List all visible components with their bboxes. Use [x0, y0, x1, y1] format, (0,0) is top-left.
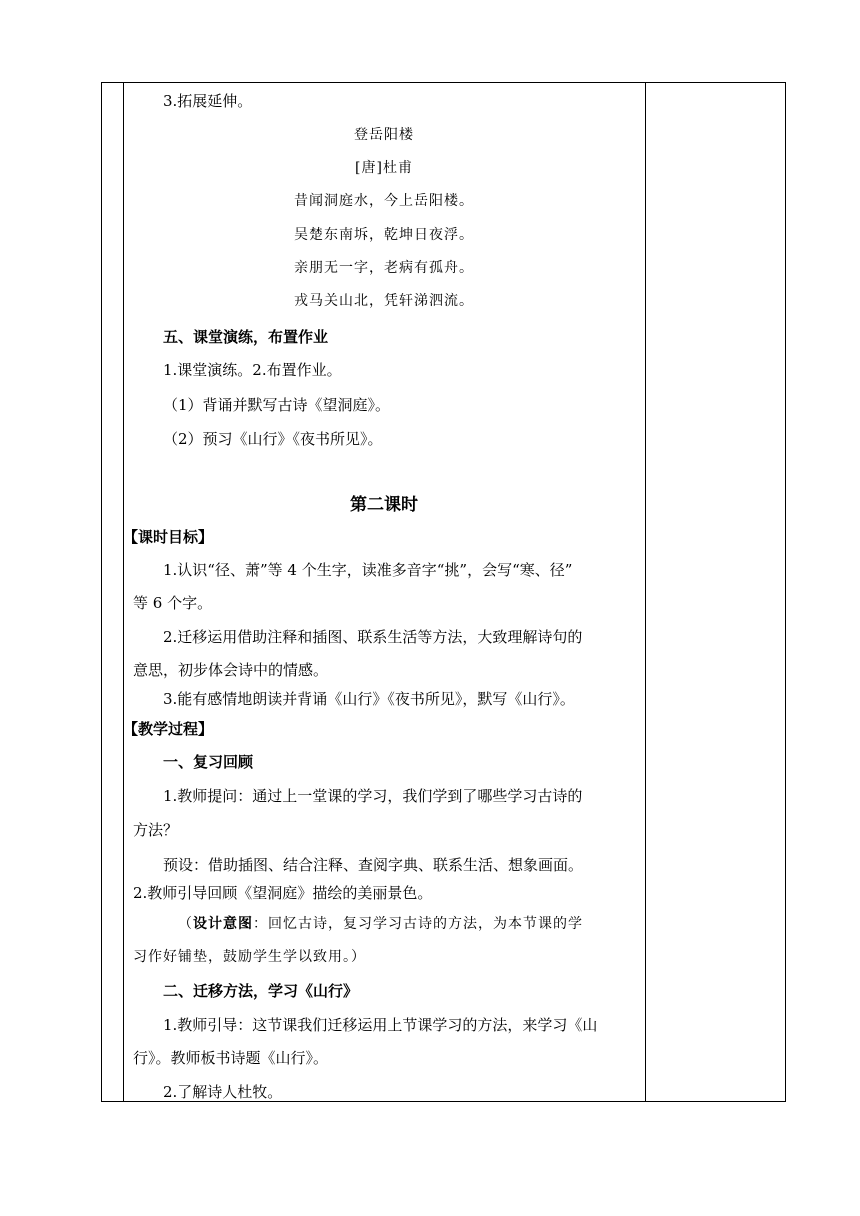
design-intent-paren: （: [178, 916, 193, 932]
design-intent-label: 设计意图: [193, 916, 253, 932]
goal-1-line-1: 1.认识“径、萧”等 4 个生字，读准多音字“挑”，会写“寒、径”: [163, 561, 573, 579]
poem-line: 吴楚东南坼，乾坤日夜浮。: [294, 227, 474, 243]
poem-line: 昔闻洞庭水，今上岳阳楼。: [294, 193, 474, 209]
review-heading: 一、复习回顾: [163, 753, 254, 771]
preset-text: 预设：借助插图、结合注释、查阅字典、联系生活、想象画面。: [163, 856, 584, 874]
process-heading: 【教学过程】: [123, 720, 214, 738]
poem-line: 亲朋无一字，老病有孤舟。: [294, 260, 474, 276]
review-1-line-1: 1.教师提问：通过上一堂课的学习，我们学到了哪些学习古诗的: [163, 787, 583, 805]
goal-2-line-1: 2.迁移运用借助注释和插图、联系生活等方法，大致理解诗句的: [163, 628, 583, 646]
goal-1-line-2: 等 6 个字。: [133, 594, 213, 612]
practice-text: 1.课堂演练。2.布置作业。: [163, 361, 342, 379]
poem-line: 戎马关山北，凭轩涕泗流。: [294, 293, 474, 309]
transfer-heading: 二、迁移方法，学习《山行》: [163, 982, 359, 1000]
goals-heading: 【课时目标】: [123, 528, 214, 546]
design-intent-line-1: [178, 914, 583, 934]
transfer-1-line-1: 1.教师引导：这节课我们迁移运用上节课学习的方法，来学习《山: [163, 1016, 598, 1034]
poem-title: 登岳阳楼: [354, 127, 414, 143]
goal-3: 3.能有感情地朗读并背诵《山行》《夜书所见》，默写《山行》。: [163, 690, 575, 708]
homework-item: （2）预习《山行》《夜书所见》。: [163, 430, 383, 448]
goal-2-line-2: 意思，初步体会诗中的情感。: [133, 661, 329, 679]
section-heading-5: 五、课堂演练，布置作业: [163, 328, 329, 346]
homework-item: （1）背诵并默写古诗《望洞庭》。: [163, 396, 391, 414]
design-intent-text: ：回忆古诗，复习学习古诗的方法，为本节课的学: [253, 916, 583, 932]
review-2: 2.教师引导回顾《望洞庭》描绘的美丽景色。: [133, 884, 433, 902]
review-1-line-2: 方法？: [133, 821, 179, 839]
table-column-divider-right: [645, 83, 646, 1101]
poem-author: [唐]杜甫: [355, 160, 413, 176]
transfer-1-line-2: 行》。教师板书诗题《山行》。: [133, 1049, 329, 1067]
lesson-title: 第二课时: [350, 495, 418, 515]
design-intent-line-2: 习作好铺垫，鼓励学生学以致用。）: [133, 949, 366, 965]
transfer-2: 2.了解诗人杜牧。: [163, 1083, 283, 1101]
item-expand: 3.拓展延伸。: [163, 92, 253, 110]
